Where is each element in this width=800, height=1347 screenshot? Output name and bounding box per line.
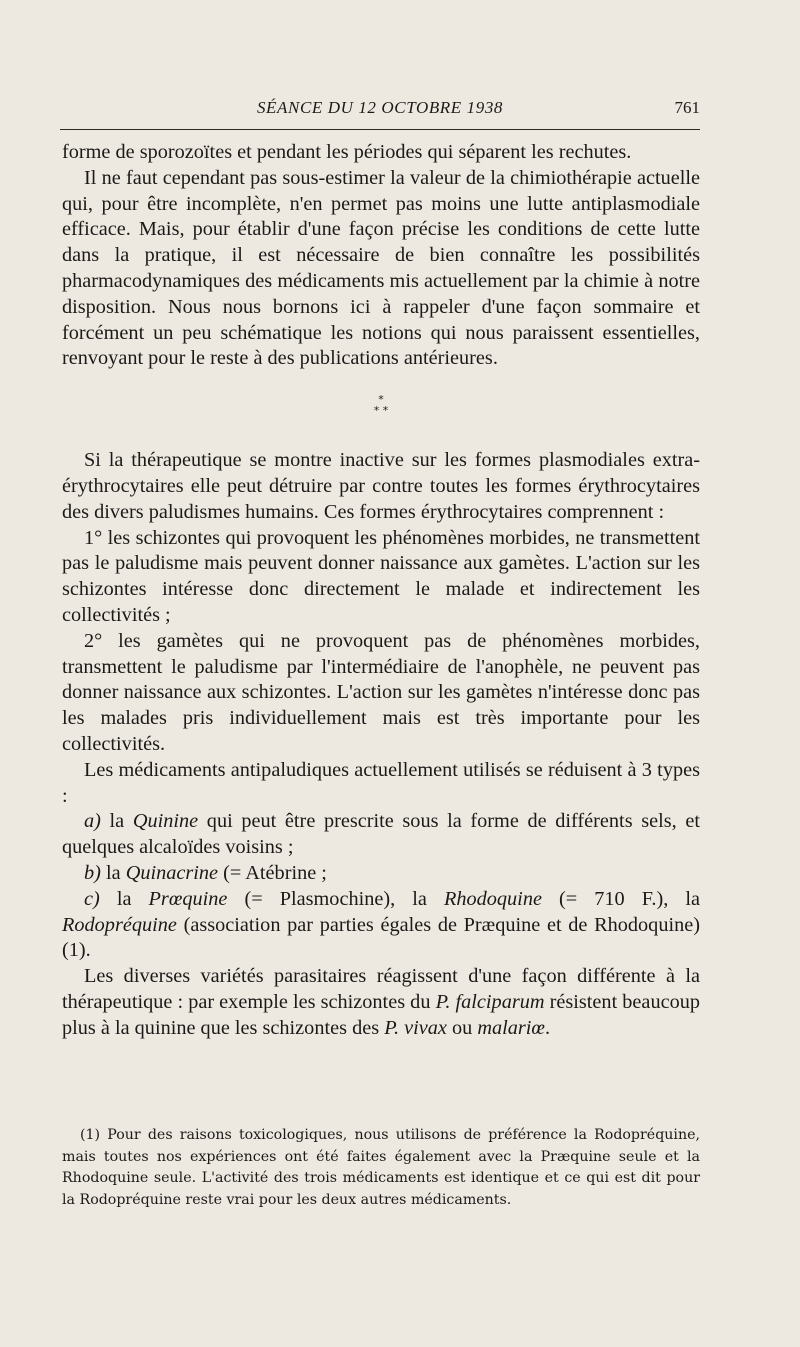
item-c-drug-name-2: Rhodoquine xyxy=(443,887,542,910)
species-falciparum: P. falciparum xyxy=(435,990,545,1013)
item-c-marker: c) xyxy=(84,887,100,910)
paragraph-3: Si la thérapeutique se montre inactive sur les formes plasmodiales extra-érythrocytaires elle peut détruire par contre toutes les formes érythrocytaires des divers paludismes humains. Ces formes érythrocytaires comprennent : xyxy=(62,449,700,523)
item-c-text-3: (association par parties égales de Præquine et de Rhodoquine) (1). xyxy=(62,913,700,962)
item-c-pre: la xyxy=(99,887,149,910)
p7-text-3: ou xyxy=(446,1016,478,1039)
item-b-text: (= Atébrine ; xyxy=(218,861,327,884)
page-header xyxy=(60,98,700,124)
paragraph-7 xyxy=(62,964,700,1041)
list-item-c xyxy=(62,887,700,964)
paragraph-4: 1° les schizontes qui provoquent les phénomènes morbides, ne transmettent pas le paludisme mais peuvent donner naissance aux gamètes. L'action sur les schizontes intéresse donc directement le malade et indirectement les collectivités ; xyxy=(62,526,700,626)
item-b-pre: la xyxy=(100,861,126,884)
item-c-drug-name-1: Prœquine xyxy=(148,887,228,910)
item-b-drug-name: Quinacrine xyxy=(125,861,219,884)
paragraph-1: forme de sporozoïtes et pendant les périodes qui séparent les rechutes. xyxy=(62,141,632,163)
item-c-text-1: (= Plasmochine), la xyxy=(227,887,444,910)
item-a-pre: la xyxy=(100,810,133,833)
paragraph-6: Les médicaments antipaludiques actuellement utilisés se réduisent à 3 types : xyxy=(62,758,700,807)
page-number: 761 xyxy=(674,98,700,117)
p7-text-1: Les diverses variétés parasitaires réagissent d'une façon différente à la thérapeutique : par exemple les schizontes du xyxy=(62,965,700,1013)
running-head: SÉANCE DU 12 OCTOBRE 1938 xyxy=(256,98,504,117)
list-item-b xyxy=(62,861,700,887)
species-malariae: malariœ xyxy=(477,1016,545,1039)
asterism-bottom: * * xyxy=(373,404,389,418)
item-a-drug-name: Quinine xyxy=(132,810,199,833)
footnote-1: (1) Pour des raisons toxicologiques, nous utilisons de préférence la Rodopréquine, mais toutes nos expériences ont été faites également avec la Præquine seule et la Rhodoquine seule. L'activité des trois médicaments est identique et ce qui est dit pour la Rodopréquine reste vrai pour les deux autres médicaments. xyxy=(62,1127,700,1208)
header-rule xyxy=(60,129,700,130)
asterism xyxy=(62,394,700,416)
asterism-top: * xyxy=(378,393,384,407)
paragraph-2: Il ne faut cependant pas sous-estimer la valeur de la chimiothérapie actuelle qui, pour être incomplète, n'en permet pas moins une lutte antiplasmodiale efficace. Mais, pour établir d'une façon précise les conditions de cette lutte dans la pratique, il est nécessaire de bien connaître les possibilités pharmacodynamiques des médicaments mis actuellement par la chimie à notre disposition. Nous nous bornons ici à rappeler d'une façon sommaire et forcément un peu schématique les notions qui nous paraissent essentielles, renvoyant pour le reste à des publications antérieures. xyxy=(62,166,700,370)
item-c-text-2: (= 710 F.), la xyxy=(541,887,701,910)
paragraph-5: 2° les gamètes qui ne provoquent pas de phénomènes morbides, transmettent le paludisme par l'intermédiaire de l'anophèle, ne peuvent pas donner naissance aux schizontes. L'action sur les gamètes n'intéresse donc pas les malades pris individuellement mais est très importante pour les collectivités. xyxy=(62,629,700,755)
item-a-text: qui peut être prescrite sous la forme de différents sels, et quelques alcaloïdes voisins ; xyxy=(62,810,700,859)
item-b-marker: b) xyxy=(84,861,101,884)
footnote xyxy=(62,1125,700,1211)
list-item-a xyxy=(62,809,700,861)
p7-text-4: . xyxy=(544,1016,551,1039)
body-text xyxy=(62,140,700,1042)
item-c-drug-name-3: Rodopréquine xyxy=(62,913,177,936)
p7-text-2: résistent beaucoup plus à la quinine que les schizontes des xyxy=(62,990,701,1039)
item-a-marker: a) xyxy=(84,810,101,833)
species-vivax: P. vivax xyxy=(384,1016,447,1039)
